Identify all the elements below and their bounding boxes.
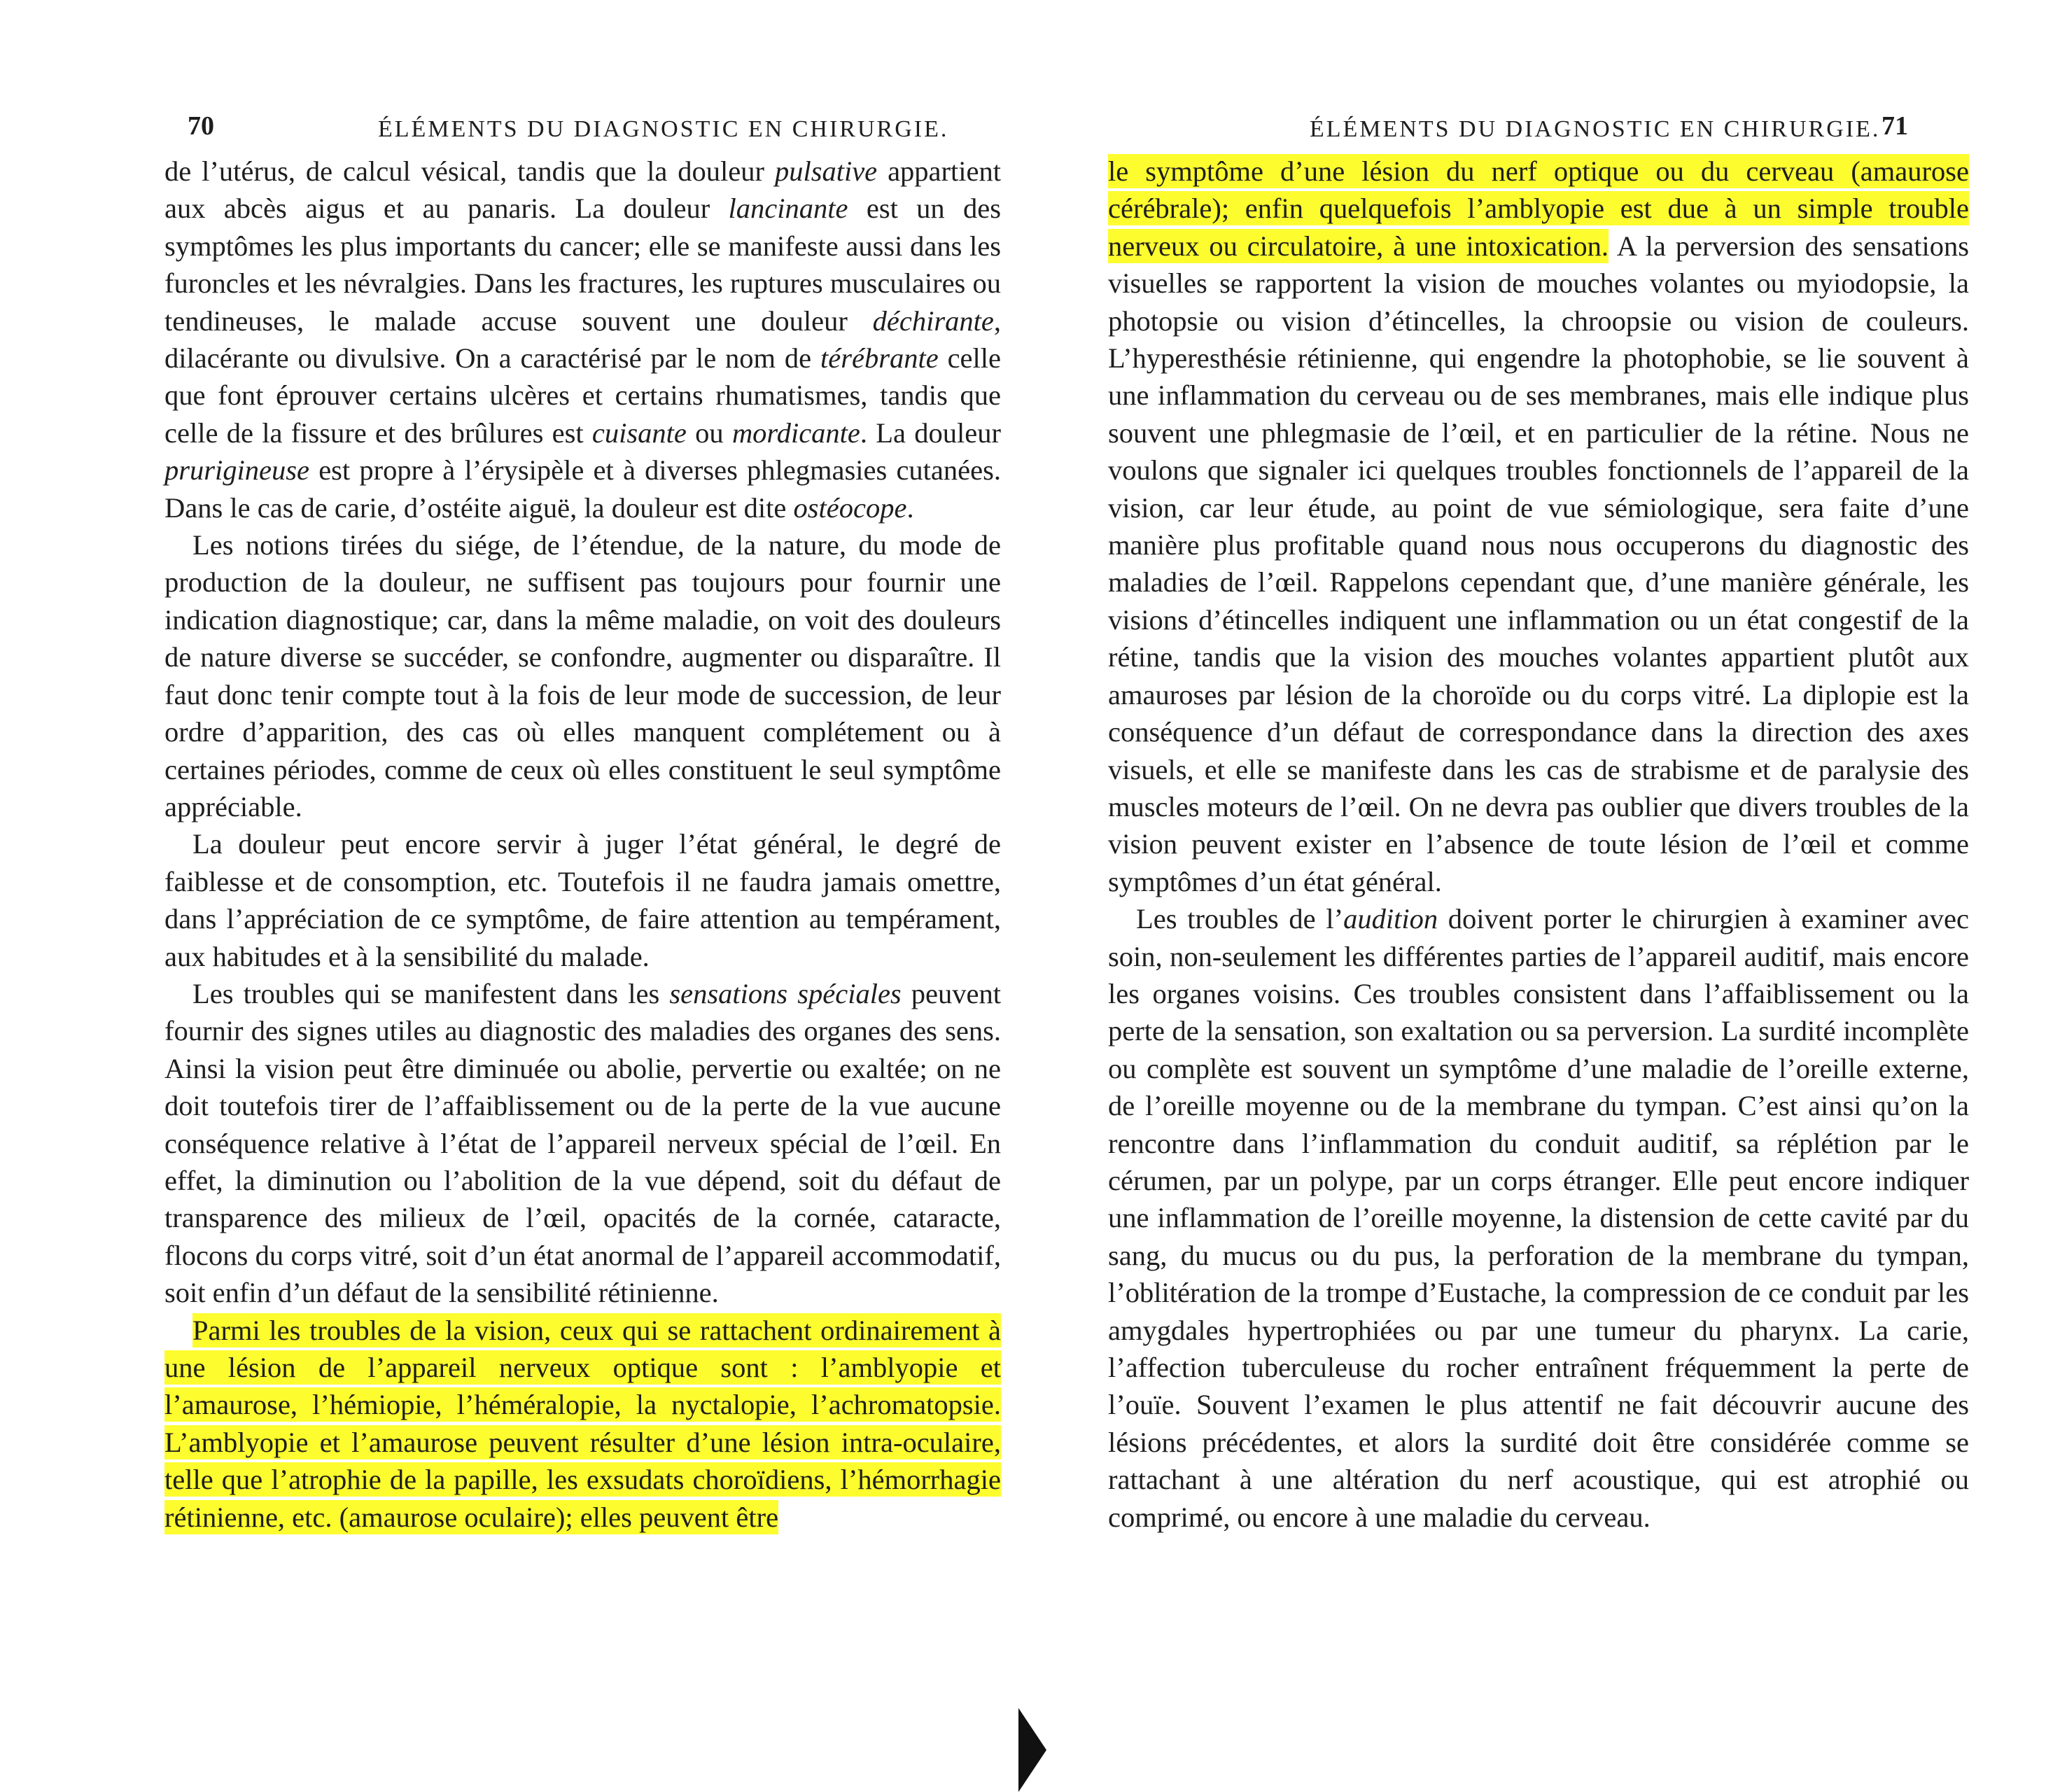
highlighted-text: Parmi les troubles de la vision, ceux qui se rattachent ordinairement à une lésion de l’appareil nerveux optique sont : l’amblyopie et l’amaurose, l’hémiopie, l’héméralopie, la nyctalopie, l’achromatopsie. L’amblyopie et l’amaurose peuvent résulter d’une lésion intra-oculaire, telle que l’atrophie de la papille, les exsudats choroïdiens, l’hémorrhagie rétinienne, etc. (amaurose oculaire); elles peuvent être bbox=[164, 1314, 1001, 1533]
text-run: appartient aux abcès aigus et au panaris. La douleur bbox=[164, 155, 1002, 225]
text-run: de l’utérus, de calcul vésical, tandis que la douleur bbox=[164, 155, 775, 187]
binding-shadow bbox=[1018, 1708, 1046, 1792]
right-page bbox=[1033, 0, 2067, 1789]
text-run: est propre à l’érysipèle et à diverses phlegmasies cutanées. Dans le cas de carie, d’ostéite aiguë, la douleur est dite bbox=[164, 454, 1001, 524]
highlighted-text: le symptôme d’une lésion du nerf optique ou du cerveau (amaurose cérébrale); enfin quelquefois l’amblyopie est due à un simple trouble nerveux ou circulatoire, à une intoxication. bbox=[1108, 155, 1969, 262]
italic-term: lancinante bbox=[728, 192, 848, 225]
italic-term: térébrante bbox=[820, 342, 939, 374]
page-number: 70 bbox=[188, 111, 214, 141]
text-run: . La douleur bbox=[860, 416, 1001, 449]
italic-term: pulsative bbox=[774, 155, 878, 187]
page-number: 71 bbox=[1882, 111, 1908, 141]
highlighted-paragraph bbox=[164, 1312, 1001, 1536]
text-run: celle que font éprouver certains ulcères et certains rhumatismes, tandis que celle de la fissure et des brûlures est bbox=[164, 342, 1002, 449]
italic-term: déchirante bbox=[872, 304, 994, 337]
running-header: ÉLÉMENTS DU DIAGNOSTIC EN CHIRURGIE. bbox=[1310, 116, 1881, 142]
italic-term: ostéocope bbox=[793, 491, 907, 524]
paragraph bbox=[164, 975, 1001, 1312]
paragraph: Les notions tirées du siége, de l’étendue, de la nature, du mode de production de la douleur, ne suffisent pas toujours pour fournir une indication diagnostique; car, dans la même maladie, on voit des douleurs de nature diverse se succéder, se confondre, augmenter ou disparaître. Il faut donc tenir compte tout à la fois de leur mode de succession, de leur ordre d’apparition, des cas où elles manquent complétement ou à certaines périodes, comme de ceux où elles constituent le seul symptôme appréciable. bbox=[164, 529, 1001, 822]
text-run: A la perversion des sensations visuelles se rapportent la vision de mouches volantes ou myiodopsie, la photopsie ou vision d’étincelles, la chroopsie ou vision de couleurs. L’hyperesthésie rétinienne, qui engendre la photophobie, se lie souvent à une inflammation du cerveau ou de ses membranes, mais elle indique plus souvent une phlegmasie de l’œil, et en particulier de la rétine. Nous ne voulons que signaler ici quelques troubles fonctionnels de l’appareil de la vision, car leur étude, au point de vue sémiologique, sera faite d’une manière plus profitable quand nous nous occuperons du diagnostic des maladies de l’œil. Rappelons cependant que, d’une manière générale, les visions d’étincelles indiquent une inflammation ou un état congestif de la rétine, tandis que la vision des mouches volantes appartient plutôt aux amauroses par lésion de la choroïde ou du corps vitré. La diplopie est la conséquence d’un défaut de correspondance dans la direction des axes visuels, et elle se manifeste dans les cas de strabisme et de paralysie des muscles moteurs de l’œil. On ne devra pas oublier que divers troubles de la vision peuvent exister en l’absence de toute lésion de l’œil et comme symptômes d’un état général. bbox=[1108, 230, 1969, 897]
text-run: Les troubles de l’ bbox=[1136, 903, 1344, 935]
body-text bbox=[1108, 153, 1969, 1536]
paragraph bbox=[1108, 153, 1969, 900]
text-run: ou bbox=[686, 416, 732, 449]
left-page bbox=[0, 0, 1033, 1789]
italic-term: audition bbox=[1343, 903, 1438, 935]
italic-term: prurigineuse bbox=[164, 454, 309, 486]
italic-term: mordicante bbox=[731, 416, 860, 449]
text-run: . bbox=[906, 491, 914, 524]
text-run: est un des symptômes les plus importants du cancer; elle se manifeste aussi dans les furoncles et les névralgies. Dans les fractures, les ruptures musculaires ou tendineuses, le malade accuse souvent une douleur bbox=[164, 192, 1001, 337]
text-run: doivent porter le chirurgien à examiner avec soin, non-seulement les différentes parties de l’appareil auditif, mais encore les organes voisins. Ces troubles consistent dans l’affaiblissement ou la perte de la sensation, son exaltation ou sa perversion. La surdité incomplète ou complète est souvent un symptôme d’une maladie de l’oreille externe, de l’oreille moyenne ou de la membrane du tympan. C’est ainsi qu’on la rencontre dans l’inflammation du conduit auditif, sa réplétion par le cérumen, par un polype, par un corps étranger. Elle peut encore indiquer une inflammation de l’oreille moyenne, la distension de cette cavité par du sang, du mucus ou du pus, la perforation de la membrane du tympan, l’oblitération de la trompe d’Eustache, la compression de ce conduit par les amygdales hypertrophiées ou par une tumeur du pharynx. La carie, l’affection tuberculeuse du rocher entraînent fréquemment la perte de l’ouïe. Souvent l’examen le plus attentif ne fait découvrir aucune des lésions précédentes, et alors la surdité doit être considérée comme se rattachant à une altération du nerf acoustique, qui est atrophié ou comprimé, ou encore à une maladie du cerveau. bbox=[1108, 903, 1969, 1533]
italic-term: sensations spéciales bbox=[669, 977, 902, 1009]
italic-term: cuisante bbox=[591, 416, 687, 449]
text-run: , dilacérante ou divulsive. On a caractérisé par le nom de bbox=[164, 304, 1001, 374]
paragraph bbox=[164, 153, 1001, 526]
text-run: Les troubles qui se manifestent dans les bbox=[192, 977, 670, 1009]
text-run: peuvent fournir des signes utiles au diagnostic des maladies des organes des sens. Ainsi la vision peut être diminuée ou abolie, pervertie ou exaltée; on ne doit toutefois tirer de l’affaiblissement ou de la perte de la vue aucune conséquence relative à l’état de l’appareil nerveux spécial de l’œil. En effet, la diminution ou l’abolition de la vue dépend, soit du défaut de transparence des milieux de l’œil, opacités de la cornée, cataracte, flocons du corps vitré, soit d’un état anormal de l’appareil accommodatif, soit enfin d’un défaut de la sensibilité rétinienne. bbox=[164, 977, 1001, 1309]
body-text bbox=[164, 153, 1001, 1536]
running-header: ÉLÉMENTS DU DIAGNOSTIC EN CHIRURGIE. bbox=[378, 116, 949, 142]
paragraph: La douleur peut encore servir à juger l’état général, le degré de faiblesse et de consomption, etc. Toutefois il ne faudra jamais omettre, dans l’appréciation de ce symptôme, de faire attention au tempérament, aux habitudes et à la sensibilité du malade. bbox=[164, 828, 1001, 972]
paragraph bbox=[1108, 900, 1969, 1536]
